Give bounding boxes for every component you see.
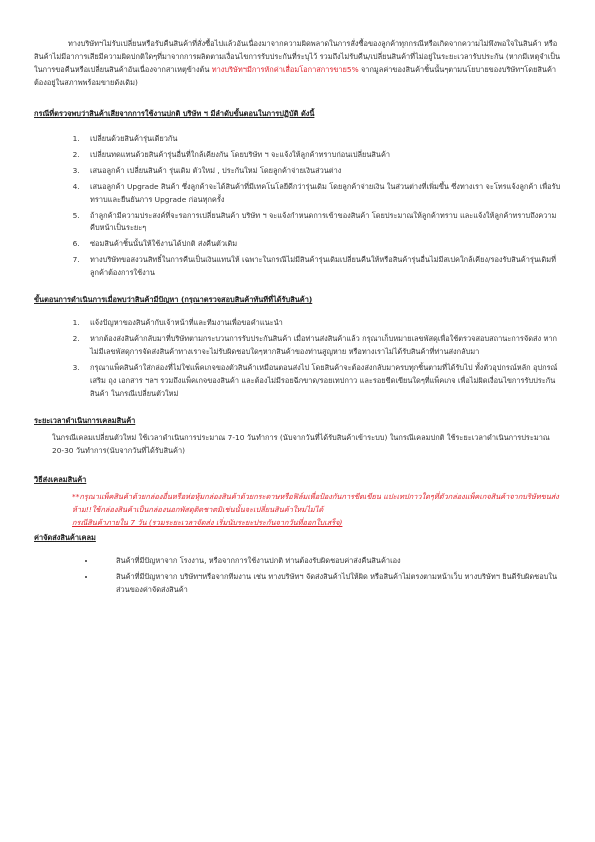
section-heading-claim-method: วิธีส่งเคลมสินค้า	[34, 474, 87, 484]
list-item: 7. ทางบริษัทขอสงวนสิทธิ์ในการคืนเป็นเงินแทนให้ เฉพาะในกรณีไม่มีสินค้ารุ่นเดิมเปลี่ยนคืนให้หรือสินค้ารุ่นอื่นไม่มีสเปคใกล้เคียง/รองรับสินค้ารุ่นเดิมที่ลูกค้าต้องการใช้งาน	[82, 254, 561, 280]
intro-red-text: ทางบริษัทฯมีการหักค่าเสื่อมโอกาสการขาย5%	[211, 64, 359, 74]
claim-note-line2: กรณีสินค้าภายใน 7 วัน (รวมระยะเวลาจัดส่ง เริ่มนับระยะประกันจากวันที่ออกใบเสร็จ)	[72, 517, 343, 527]
list-item: 3. กรุณาแพ็คสินค้าใส่กล่องที่ไม่ใช่แพ็คเกจของตัวสินค้าเหมือนตอนส่งไป โดยสินค้าจะต้องส่งกลับมาครบทุกชิ้นตามที่ได้รับไป ทั้งตัวอุปกรณ์หลัก อุปกรณ์เสริม ถุง เอกสาร ฯลฯ รวมถึงแพ็คเกจของสินค้า และต้องไม่มีรอยฉีกขาด/รอยเทปกาว และรอยขีดเขียนใดๆที่แพ็คเกจ เพื่อไม่ผิดเงื่อนไขการรับประกันสินค้า ในกรณีเปลี่ยนตัวใหม่	[82, 362, 561, 401]
intro-tail: จากมูลค่าของสินค้าชิ้นนั้นๆตามนโยบายของบริษัทฯโดยสินค้าต้องอยู่ในสภาพพร้อมขายดังเดิม)	[34, 64, 557, 87]
section-heading-duration: ระยะเวลาดำเนินการเคลมสินค้า	[34, 415, 136, 425]
list-item: 6. ซ่อมสินค้าชิ้นนั้นให้ใช้งานได้ปกติ ส่งคืนตัวเดิม	[82, 238, 561, 251]
list-item: 2. หากต้องส่งสินค้ากลับมาที่บริษัทตามกระบวนการรับประกันสินค้า เมื่อท่านส่งสินค้าแล้ว กรุณาเก็บหมายเลขพัสดุเพื่อใช้ตรวจสอบสถานะการจัดส่ง หากไม่มีเลขพัสดุการจัดส่งสินค้าทางเราจะไม่รับผิดชอบใดๆหากสินค้าของท่านสูญหาย หรือทางเราไม่ได้รับสินค้าที่ท่านส่งกลับมา	[82, 333, 561, 359]
faulty-steps-list	[34, 133, 561, 281]
list-item: 5. ถ้าลูกค้ามีความประสงค์ที่จะรอการเปลี่ยนสินค้า บริษัท ฯ จะแจ้งกำหนดการเข้าของสินค้า โดยประมาณให้ลูกค้าทราบ และแจ้งให้ลูกค้าทราบถึงความคืบหน้าเป็นระยะๆ	[82, 210, 561, 236]
list-item: 2. เปลี่ยนทดแทนด้วยสินค้ารุ่นอื่นที่ใกล้เคียงกัน โดยบริษัท ฯ จะแจ้งให้ลูกค้าทราบก่อนเปลี่ยนสินค้า	[82, 149, 561, 162]
procedure-steps-list	[34, 317, 561, 401]
claim-note-line1: **กรุณาแพ็คสินค้าด้วยกล่องอื่นหรือห่อหุ้มกล่องสินค้าด้วยกระดาษหรือฟิล์มเพื่อป้องกันการขีดเขียน แปะเทปกาวใดๆที่ตัวกล่องแพ็คเกจสินค้าจากบริษัทขนส่ง ห้าม!!ใช้กล่องสินค้าเป็นกล่องนอกพัสดุติดชาตมิเช่นนั้นจะเปลี่ยนสินค้าใหม่ไม่ได้	[72, 491, 559, 514]
section-heading-procedure: ขั้นตอนการดำเนินการเมื่อพบว่าสินค้ามีปัญหา (กรุณาตรวจสอบสินค้าทันทีที่ได้รับสินค้า)	[34, 295, 313, 305]
list-item: • สินค้าที่มีปัญหาจาก บริษัทฯหรือจากทีมงาน เช่น ทางบริษัทฯ จัดส่งสินค้าไปให้ผิด หรือสินค้าไม่ตรงตามหน้าเว็บ ทางบริษัทฯ ยินดีรับผิดชอบในส่วนของค่าจัดส่งสินค้า	[96, 571, 561, 597]
list-item: 4. เสนอลูกค้า Upgrade สินค้า ซึ่งลูกค้าจะได้สินค้าที่มีเทคโนโลยีดีกว่ารุ่นเดิม โดยลูกค้าจ่ายเงิน ในส่วนต่างที่เพิ่มขึ้น ซึ่งทางเรา จะโทรแจ้งลูกค้า เพื่อรับทราบและยืนยันการ Upgrade ก่อนทุกครั้ง	[82, 181, 561, 207]
list-item: 1. แจ้งปัญหาของสินค้ากับเจ้าหน้าที่และทีมงานเพื่อขอคำแนะนำ	[82, 317, 561, 330]
list-item: • สินค้าที่มีปัญหาจาก โรงงาน, หรือจากการใช้งานปกติ ท่านต้องรับผิดชอบค่าส่งคืนสินค้าเอง	[96, 555, 561, 568]
claim-note	[34, 491, 561, 530]
list-item: 1. เปลี่ยนด้วยสินค้ารุ่นเดียวกัน	[82, 133, 561, 146]
list-item: 3. เสนอลูกค้า เปลี่ยนสินค้า รุ่นเดิม ตัวใหม่ , ประกันใหม่ โดยลูกค้าจ่ายเงินส่วนต่าง	[82, 165, 561, 178]
intro-text: ทางบริษัทฯไม่รับเปลี่ยนหรือรับคืนสินค้าที่สั่งซื้อไปแล้วอันเนื่องมาจากความผิดพลาดในการสั่งซื้อของลูกค้าทุกกรณีหรือเกิดจากความไม่พึงพอใจในสินค้า หรือสินค้าไม่มีอาการเสียมีความผิดปกติใดๆที่มาจากการผลิตตามเงื่อนไขการรับประกันที่ระบุไว้ รวมถึงไม่รับคืน/เปลี่ยนสินค้าที่ไม่อยู่ในระยะเวลารับประกัน (หากมีเหตุจำเป็นในการขอคืนหรือเปลี่ยนสินค้าอันเนื่องจากสาเหตุข้างต้น	[34, 39, 561, 74]
intro-paragraph	[34, 38, 561, 90]
section-heading-faulty: กรณีที่ตรวจพบว่าสินค้าเสียจากการใช้งานปกติ บริษัท ฯ มีลำดับขั้นตอนในการปฏิบัติ ดังนี้	[34, 108, 315, 118]
shipping-cost-list	[34, 555, 561, 597]
duration-text: ในกรณีเคลมเปลี่ยนตัวใหม่ ใช้เวลาดำเนินการประมาณ 7-10 วันทำการ (นับจากวันที่ได้รับสินค้าเข้าระบบ) ในกรณีเคลมปกติ ใช้ระยะเวลาดำเนินการประมาณ 20-30 วันทำการ(นับจากวันที่ได้รับสินค้า)	[52, 432, 550, 455]
section-heading-shipping-cost: ค่าจัดส่งสินค้าเคลม	[34, 532, 96, 542]
